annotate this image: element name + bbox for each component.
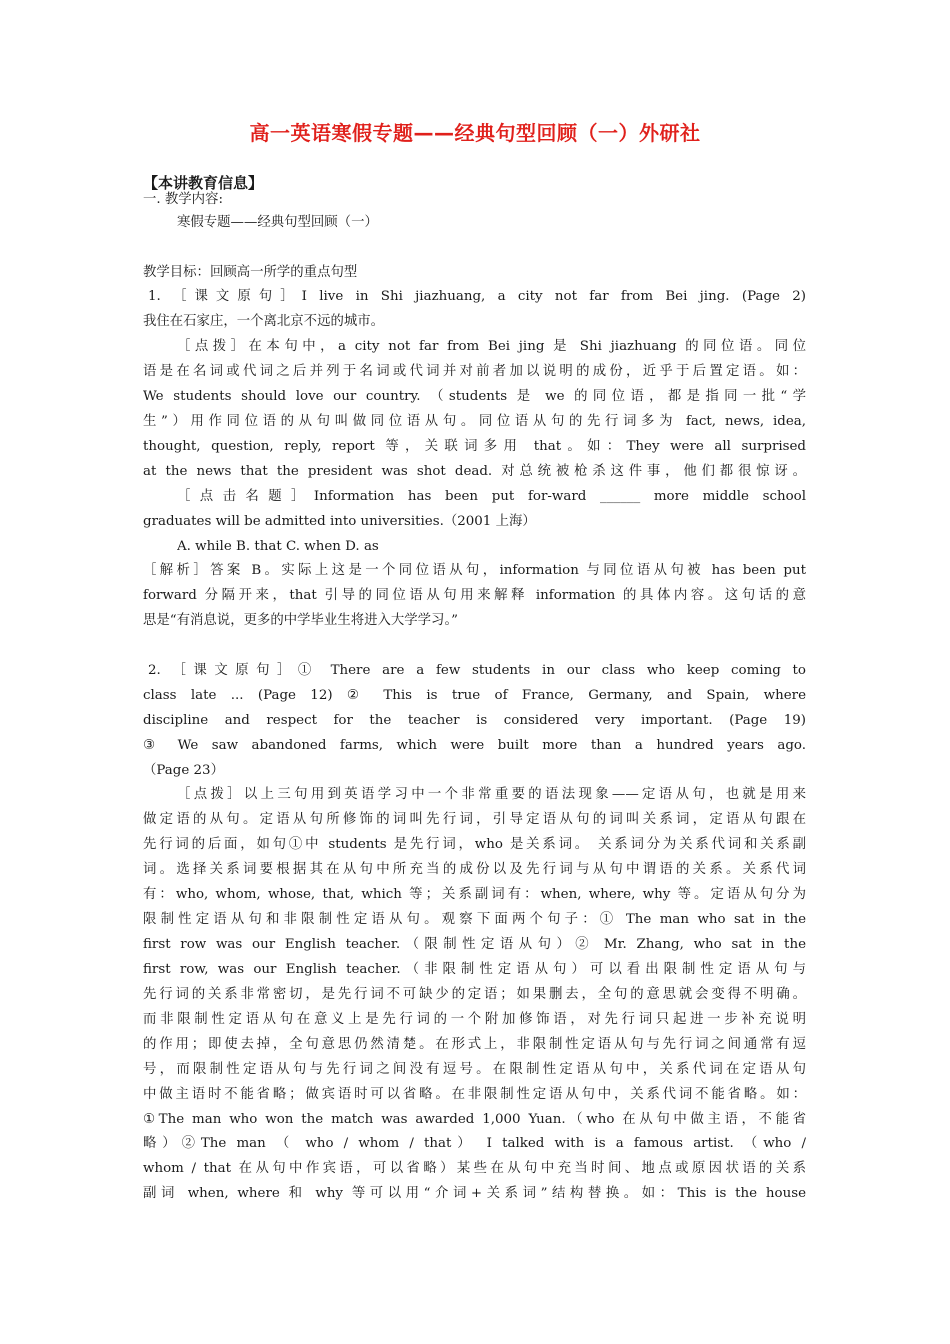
text-line: 有：who, whom, whose, that, which 等；关系副词有：when, where, why 等。定语从句分为	[143, 887, 806, 902]
section-heading: 【本讲教育信息】	[143, 174, 264, 192]
text-line: 生”）用作同位语的从句叫做同位语从句。同位语从句的先行词多为 fact, news, idea,	[143, 414, 806, 429]
text-line: first row, was our English teacher.（非限制性定语从句）可以看出限制性定语从句与	[143, 962, 806, 977]
text-line: 我住在石家庄，一个离北京不远的城市。	[143, 314, 385, 329]
text-line: 略）②The man （ who / whom / that） I talked with is a famous artist. （who /	[143, 1136, 806, 1151]
text-line: 而非限制性定语从句在意义上是先行词的一个附加修饰语，对先行词只起进一步补充说明	[143, 1012, 806, 1027]
text-line: forward 分隔开来，that 引导的同位语从句用来解释 information 的具体内容。这句话的意	[143, 588, 806, 603]
text-line: 寒假专题——经典句型回顾（一）	[177, 215, 378, 230]
text-line: We students should love our country. （students 是 we 的同位语，都是指同一批“学	[143, 389, 806, 404]
text-line: discipline and respect for the teacher is considered very important. (Page 19)	[143, 713, 806, 728]
text-line: 语是在名词或代词之后并列于名词或代词并对前者加以说明的成份，近乎于后置定语。如：	[143, 364, 806, 379]
text-line: 词。选择关系词要根据其在从句中所充当的成份以及先行词与从句中谓语的关系。关系代词	[143, 862, 806, 877]
text-line: ①The man who won the match was awarded 1,000 Yuan.（who 在从句中做主语，不能省	[143, 1112, 806, 1127]
text-line: 2. ［课文原句］① There are a few students in our class who keep coming to	[148, 663, 806, 678]
text-line: 限制性定语从句和非限制性定语从句。观察下面两个句子：① The man who sat in the	[143, 912, 806, 927]
text-line: 号，而限制性定语从句与先行词之间没有逗号。在限制性定语从句中，关系代词在定语从句	[143, 1062, 806, 1077]
text-line: 一. 教学内容:	[143, 192, 223, 207]
text-line: 1. ［课文原句］I live in Shi jiazhuang, a city not far from Bei jing. (Page 2)	[148, 289, 806, 304]
text-line: ［解析］答案 B。实际上这是一个同位语从句，information 与同位语从句被 has been put	[143, 563, 806, 578]
text-line: 思是“有消息说，更多的中学毕业生将进入大学学习。”	[143, 613, 458, 628]
text-line: graduates will be admitted into universities.（2001 上海）	[143, 514, 536, 529]
text-line: at the news that the president was shot dead. 对总统被枪杀这件事，他们都很惊讶。	[143, 464, 806, 479]
text-line: 副词 when, where 和 why 等可以用“介词+关系词”结构替换。如：This is the house	[143, 1186, 806, 1201]
document-title: 高一英语寒假专题——经典句型回顾（一）外研社	[249, 121, 701, 145]
text-line: ［点拨］以上三句用到英语学习中一个非常重要的语法现象——定语从句，也就是用来	[177, 787, 806, 802]
text-line: class late ... (Page 12) ② This is true of France, Germany, and Spain, where	[143, 688, 806, 703]
text-line: first row was our English teacher.（限制性定语从句）② Mr. Zhang, who sat in the	[143, 937, 806, 952]
text-line: ［点击名题］Information has been put for-ward ______ more middle school	[177, 489, 806, 504]
text-line: whom / that 在从句中作宾语，可以省略）某些在从句中充当时间、地点或原因状语的关系	[143, 1161, 806, 1176]
text-line: thought, question, reply, report 等，关联词多用 that。如：They were all surprised	[143, 439, 806, 454]
text-line: A. while B. that C. when D. as	[177, 539, 379, 554]
text-line: ［点拨］在本句中，a city not far from Bei jing 是 Shi jiazhuang 的同位语。同位	[177, 339, 806, 354]
text-line: 先行词的后面，如句①中 students 是先行词，who 是关系词。 关系词分为关系代词和关系副	[143, 837, 806, 852]
text-line: 中做主语时不能省略；做宾语时可以省略。在非限制性定语从句中，关系代词不能省略。如：	[143, 1087, 806, 1102]
text-line: （Page 23）	[143, 763, 224, 778]
text-line: 做定语的从句。定语从句所修饰的词叫先行词，引导定语从句的词叫关系词，定语从句跟在	[143, 812, 806, 827]
text-line: 教学目标：回顾高一所学的重点句型	[143, 265, 358, 280]
text-line: 先行词的关系非常密切，是先行词不可缺少的定语；如果删去，全句的意思就会变得不明确。	[143, 987, 806, 1002]
text-line: ③ We saw abandoned farms, which were built more than a hundred years ago.	[143, 738, 806, 753]
text-line: 的作用；即使去掉，全句意思仍然清楚。在形式上，非限制性定语从句与先行词之间通常有逗	[143, 1037, 806, 1052]
